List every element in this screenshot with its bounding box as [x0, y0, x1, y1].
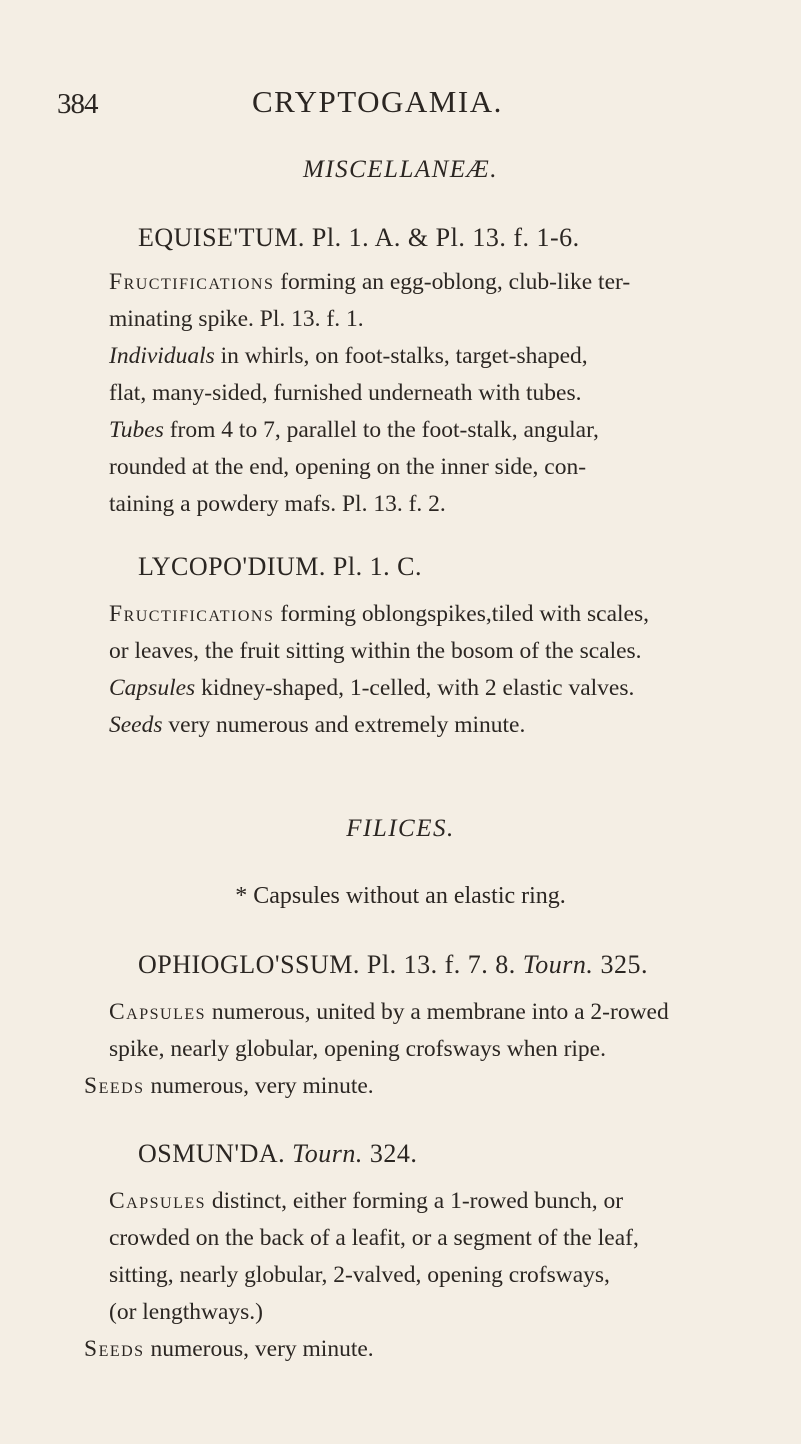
text-line: Fructifications forming oblongspikes,tiled with scales,	[109, 601, 650, 627]
text-line: Capsules numerous, united by a membrane into a 2-rowed	[109, 999, 669, 1025]
text-line: flat, many-sided, furnished underneath with tubes.	[109, 380, 582, 406]
genus-heading-ophioglossum: OPHIOGLO'SSUM. Pl. 13. f. 7. 8. Tourn. 325.	[138, 950, 648, 979]
text-line: Seeds very numerous and extremely minute.	[109, 712, 526, 738]
genus-heading-equisetum: EQUISE'TUM. Pl. 1. A. & Pl. 13. f. 1-6.	[138, 223, 580, 252]
page-number: 384	[57, 88, 98, 120]
text-line: Individuals in whirls, on foot-stalks, target-shaped,	[109, 343, 588, 369]
genus-heading-osmunda: OSMUN'DA. Tourn. 324.	[138, 1139, 418, 1168]
genus-description-osmunda	[84, 1183, 781, 1368]
running-head: CRYPTOGAMIA.	[252, 84, 503, 119]
text-line: or leaves, the fruit sitting within the bosom of the scales.	[109, 638, 642, 664]
text-line: crowded on the back of a leafit, or a segment of the leaf,	[109, 1225, 639, 1251]
group-note: * Capsules without an elastic ring.	[235, 883, 566, 909]
text-line: Seeds numerous, very minute.	[84, 1073, 374, 1099]
section-title-miscellaneae: MISCELLANEÆ.	[302, 156, 499, 183]
text-line: minating spike. Pl. 13. f. 1.	[109, 306, 364, 332]
text-line: taining a powdery mafs. Pl. 13. f. 2.	[109, 491, 446, 517]
genus-description-ophioglossum	[84, 994, 781, 1105]
text-line: rounded at the end, opening on the inner side, con-	[109, 454, 587, 480]
text-line: spike, nearly globular, opening crofsways when ripe.	[109, 1036, 606, 1062]
genus-description-equisetum	[109, 264, 781, 523]
text-line: Capsules kidney-shaped, 1-celled, with 2 elastic valves.	[109, 675, 635, 701]
text-line: Tubes from 4 to 7, parallel to the foot-stalk, angular,	[109, 417, 599, 443]
text-line: sitting, nearly globular, 2-valved, opening crofsways,	[109, 1262, 610, 1288]
genus-description-lycopodium	[109, 596, 781, 744]
text-line: (or lengthways.)	[109, 1299, 264, 1325]
section-title-filices: FILICES.	[346, 815, 455, 842]
text-line: Fructifications forming an egg-oblong, club-like ter-	[109, 269, 631, 295]
text-line: Seeds numerous, very minute.	[84, 1336, 374, 1362]
genus-heading-lycopodium: LYCOPO'DIUM. Pl. 1. C.	[138, 552, 422, 581]
text-line: Capsules distinct, either forming a 1-rowed bunch, or	[109, 1188, 624, 1214]
